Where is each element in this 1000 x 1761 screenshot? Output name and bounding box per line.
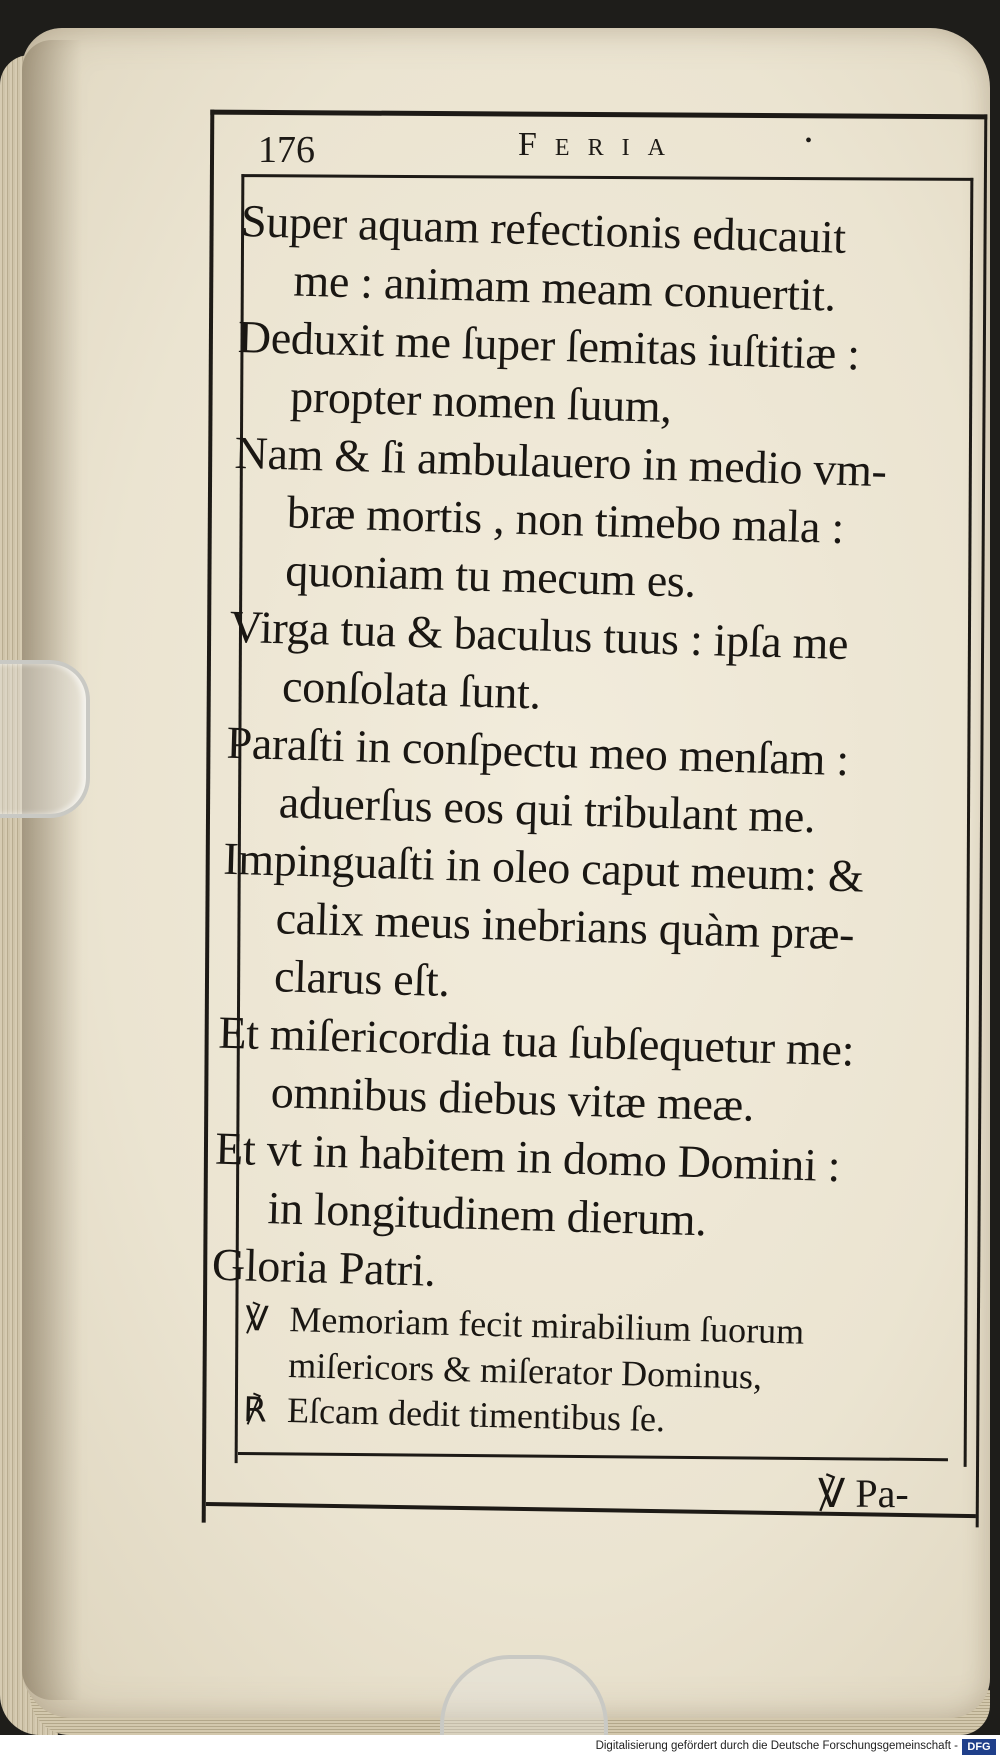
psalm-line: propter nomen ſuum, — [289, 370, 673, 433]
psalm-line: quoniam tu mecum es. — [284, 544, 697, 607]
page-number: 176 — [258, 129, 315, 171]
footer-credit: Digitalisierung gefördert durch die Deutsche Forschungsgemeinschaft - — [595, 1740, 958, 1752]
dfg-logo: DFG — [962, 1739, 996, 1755]
psalm-line: Impinguaſti in oleo caput meum: & — [222, 832, 865, 902]
psalm-line: in longitudinem dierum. — [266, 1182, 708, 1246]
psalm-line: Paraſti in conſpectu meo menſam : — [225, 716, 850, 786]
psalm-line: conſolata ſunt. — [281, 660, 542, 719]
versicle-text-1: Memoriam fecit mirabilium ſuorum — [288, 1299, 805, 1352]
response-symbol: ℟ — [242, 1391, 267, 1430]
psalm-line: Nam & ſi ambulauero in medio vm- — [234, 426, 888, 497]
catchword: ℣ Pa- — [818, 1471, 909, 1516]
versicle-text-2: miſericors & miſerator Dominus, — [287, 1345, 763, 1397]
psalm-line: bræ mortis , non timebo mala : — [286, 486, 845, 553]
versicle-symbol: ℣ — [244, 1300, 270, 1339]
response-text: Eſcam dedit timentibus ſe. — [286, 1390, 666, 1440]
gutter-shadow — [22, 40, 82, 1700]
psalm-line: Super aquam refectionis educauit — [240, 194, 847, 263]
psalm-line: Gloria Patri. — [211, 1238, 437, 1296]
psalm-line: me : animam meam conuertit. — [292, 254, 837, 321]
header-ornament: • — [805, 130, 813, 152]
page-clip-left — [0, 660, 90, 818]
versicle-block — [243, 1296, 961, 1450]
psalm-line: Deduxit me ſuper ſemitas iuſtitiæ : — [237, 310, 861, 380]
psalm-text — [211, 192, 966, 1314]
running-title: Feria — [518, 126, 683, 163]
psalm-line: omnibus diebus vitæ meæ. — [270, 1066, 755, 1131]
psalm-line: Et miſericordia tua ſubſequetur me: — [217, 1006, 855, 1076]
psalm-line: calix meus inebrians quàm præ- — [275, 892, 855, 960]
digitization-footer — [0, 1735, 1000, 1761]
psalm-line: aduerſus eos qui tribulant me. — [278, 776, 816, 843]
psalm-line: Virga tua & baculus tuus : ipſa me — [229, 600, 849, 670]
psalm-line: clarus eſt. — [273, 950, 451, 1007]
psalm-line: Et vt in habitem in domo Domini : — [214, 1122, 841, 1192]
